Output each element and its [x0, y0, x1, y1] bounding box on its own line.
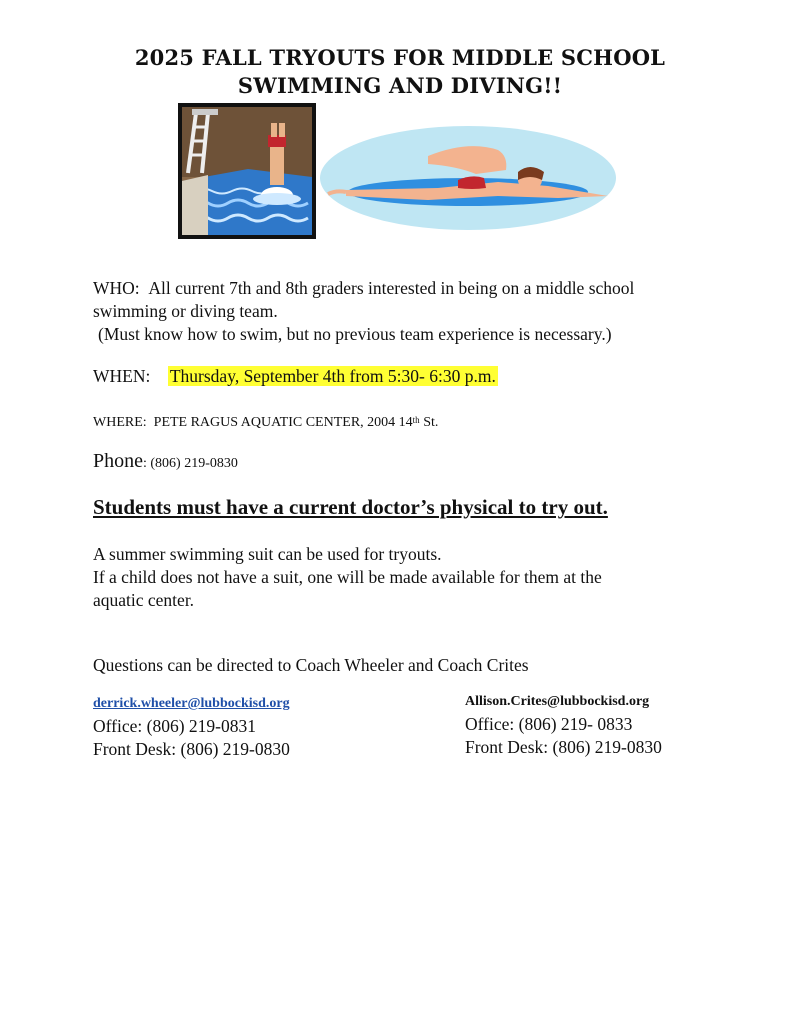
suit-line-3: aquatic center.	[93, 590, 195, 610]
title-line-1: 2025 FALL TRYOUTS FOR MIDDLE SCHOOL	[134, 45, 666, 70]
wheeler-email-link[interactable]: derrick.wheeler@lubbockisd.org	[93, 696, 290, 711]
where-section	[93, 411, 438, 434]
who-section	[93, 277, 634, 346]
questions-text: Questions can be directed to Coach Wheeler and Coach Crites	[93, 655, 529, 675]
physical-notice: Students must have a current doctor’s physical to try out.	[93, 495, 608, 519]
who-label: WHO:	[93, 278, 140, 298]
who-line-2: swimming or diving team.	[93, 301, 278, 321]
when-label: WHEN:	[93, 366, 151, 386]
diver-clipart-image	[178, 103, 316, 239]
flyer-title	[60, 44, 740, 100]
swimmer-clipart-image	[318, 120, 624, 230]
where-label: WHERE:	[93, 415, 147, 430]
coach-crites-contact	[465, 690, 662, 759]
who-line-3: (Must know how to swim, but no previous team experience is necessary.)	[98, 324, 612, 344]
where-suffix: St.	[419, 415, 439, 430]
wheeler-office-phone: Office: (806) 219-0831	[93, 716, 256, 736]
suit-section	[93, 543, 602, 612]
where-value: PETE RAGUS AQUATIC CENTER, 2004 14	[153, 415, 413, 430]
crites-front-desk-phone: Front Desk: (806) 219-0830	[465, 737, 662, 757]
phone-label: Phone	[93, 450, 143, 472]
suit-line-2: If a child does not have a suit, one will be made available for them at the	[93, 567, 602, 587]
coach-wheeler-contact	[93, 690, 290, 761]
wheeler-front-desk-phone: Front Desk: (806) 219-0830	[93, 739, 290, 759]
who-line-1: All current 7th and 8th graders interested in being on a middle school	[148, 278, 635, 298]
phone-value: : (806) 219-0830	[143, 456, 238, 471]
when-date-highlighted: Thursday, September 4th from 5:30- 6:30 p.m.	[169, 366, 496, 386]
phone-section	[93, 450, 238, 475]
suit-line-1: A summer swimming suit can be used for tryouts.	[93, 544, 442, 564]
when-section	[93, 365, 498, 388]
title-line-2: SWIMMING AND DIVING!!	[237, 73, 563, 98]
crites-office-phone: Office: (806) 219- 0833	[465, 714, 633, 734]
where-sup: th	[412, 415, 420, 425]
crites-email: Allison.Crites@lubbockisd.org	[465, 694, 650, 709]
